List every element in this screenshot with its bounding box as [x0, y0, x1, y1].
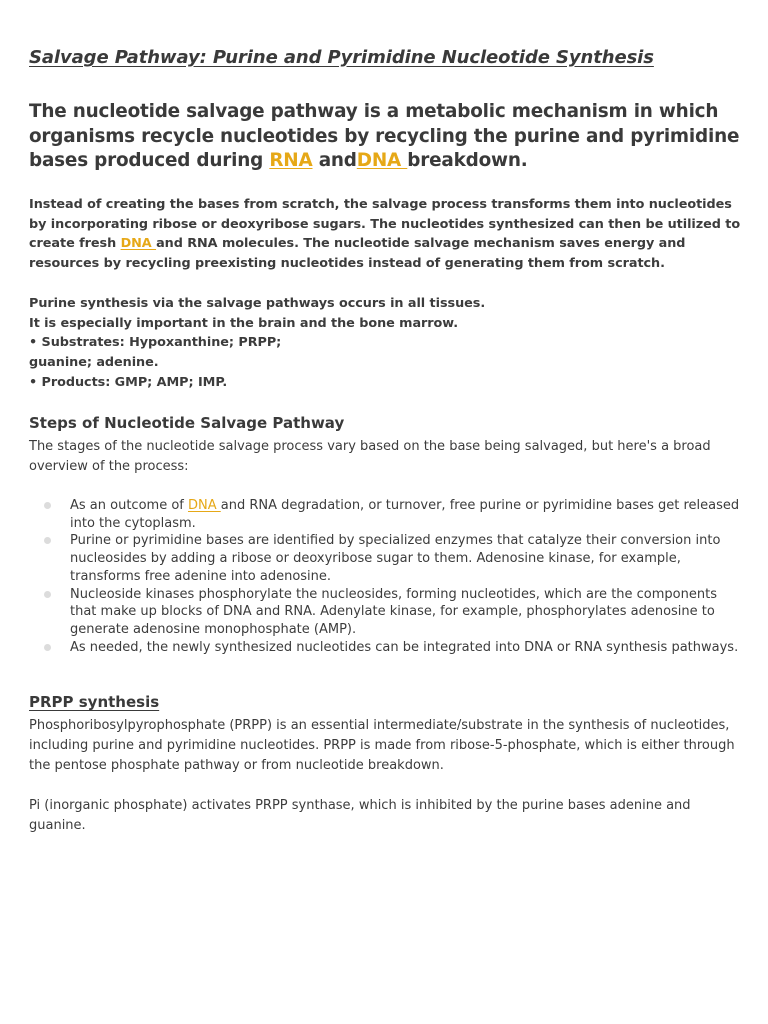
bullet-icon	[44, 591, 51, 598]
lead-text-1: The nucleotide salvage pathway is a metabolic mechanism in which organisms recycle nucleotides by recycling the purine and pyrimidine bases produced during	[29, 101, 740, 171]
prpp-heading: PRPP synthesis	[29, 693, 160, 711]
intro-text-1: Instead of creating the bases from scratch, the salvage process transforms them into nucleotides by incorporating ribose or deoxyribose sugars. The nucleotides synthesized can then be utilized to create fresh	[29, 197, 741, 252]
rna-link[interactable]: RNA	[269, 150, 313, 171]
dna-link[interactable]: DNA	[187, 498, 221, 513]
page-title: Salvage Pathway: Purine and Pyrimidine Nucleotide Synthesis	[29, 47, 654, 68]
intro-paragraph	[29, 195, 741, 274]
dna-link[interactable]: DNA	[120, 236, 157, 252]
substrates-line: • Substrates: Hypoxanthine; PRPP;	[29, 335, 282, 351]
intro-text-2: and RNA molecules. The nucleotide salvage mechanism saves energy and resources by recycling preexisting nucleotides instead of generating them from scratch.	[29, 236, 686, 272]
lead-text-2: and	[312, 150, 357, 171]
bullet-icon	[44, 502, 51, 509]
bullet-icon	[44, 644, 51, 651]
list-item: Nucleoside kinases phosphorylate the nucleosides, forming nucleotides, which are the components that make up blocks of DNA and RNA. Adenylate kinase, for example, phosphorylates adenosine to generate adenosine monophosphate (AMP).	[29, 586, 741, 639]
summary-line: It is especially important in the brain and the bone marrow.	[29, 315, 459, 331]
list-item: As needed, the newly synthesized nucleotides can be integrated into DNA or RNA synthesis pathways.	[29, 639, 741, 657]
dna-link[interactable]: DNA	[356, 150, 408, 171]
substrates-line: guanine; adenine.	[29, 355, 159, 371]
prpp-paragraph: Phosphoribosylpyrophosphate (PRPP) is an essential intermediate/substrate in the synthesis of nucleotides, including purine and pyrimidine nucleotides. PRPP is made from ribose-5-phosphate, which is either through the pentose phosphate pathway or from nucleotide breakdown.	[29, 718, 735, 773]
steps-intro: The stages of the nucleotide salvage process vary based on the base being salvaged, but here's a broad overview of the process:	[29, 439, 711, 474]
list-item: As an outcome of DNA and RNA degradation, or turnover, free purine or pyrimidine bases get released into the cytoplasm.	[29, 497, 741, 532]
purine-synthesis-summary	[29, 294, 741, 393]
list-item: Purine or pyrimidine bases are identified by specialized enzymes that catalyze their conversion into nucleosides by adding a ribose or deoxyribose sugar to them. Adenosine kinase, for example, transforms free adenine into adenosine.	[29, 532, 741, 585]
products-line: • Products: GMP; AMP; IMP.	[29, 374, 228, 390]
lead-text-3: breakdown.	[407, 150, 528, 171]
prpp-activation-paragraph: Pi (inorganic phosphate) activates PRPP synthase, which is inhibited by the purine bases adenine and guanine.	[29, 798, 691, 833]
steps-list	[29, 497, 741, 656]
summary-line: Purine synthesis via the salvage pathways occurs in all tissues.	[29, 296, 486, 311]
steps-heading: Steps of Nucleotide Salvage Pathway	[29, 414, 345, 432]
lead-paragraph	[29, 100, 741, 174]
bullet-icon	[44, 537, 51, 544]
